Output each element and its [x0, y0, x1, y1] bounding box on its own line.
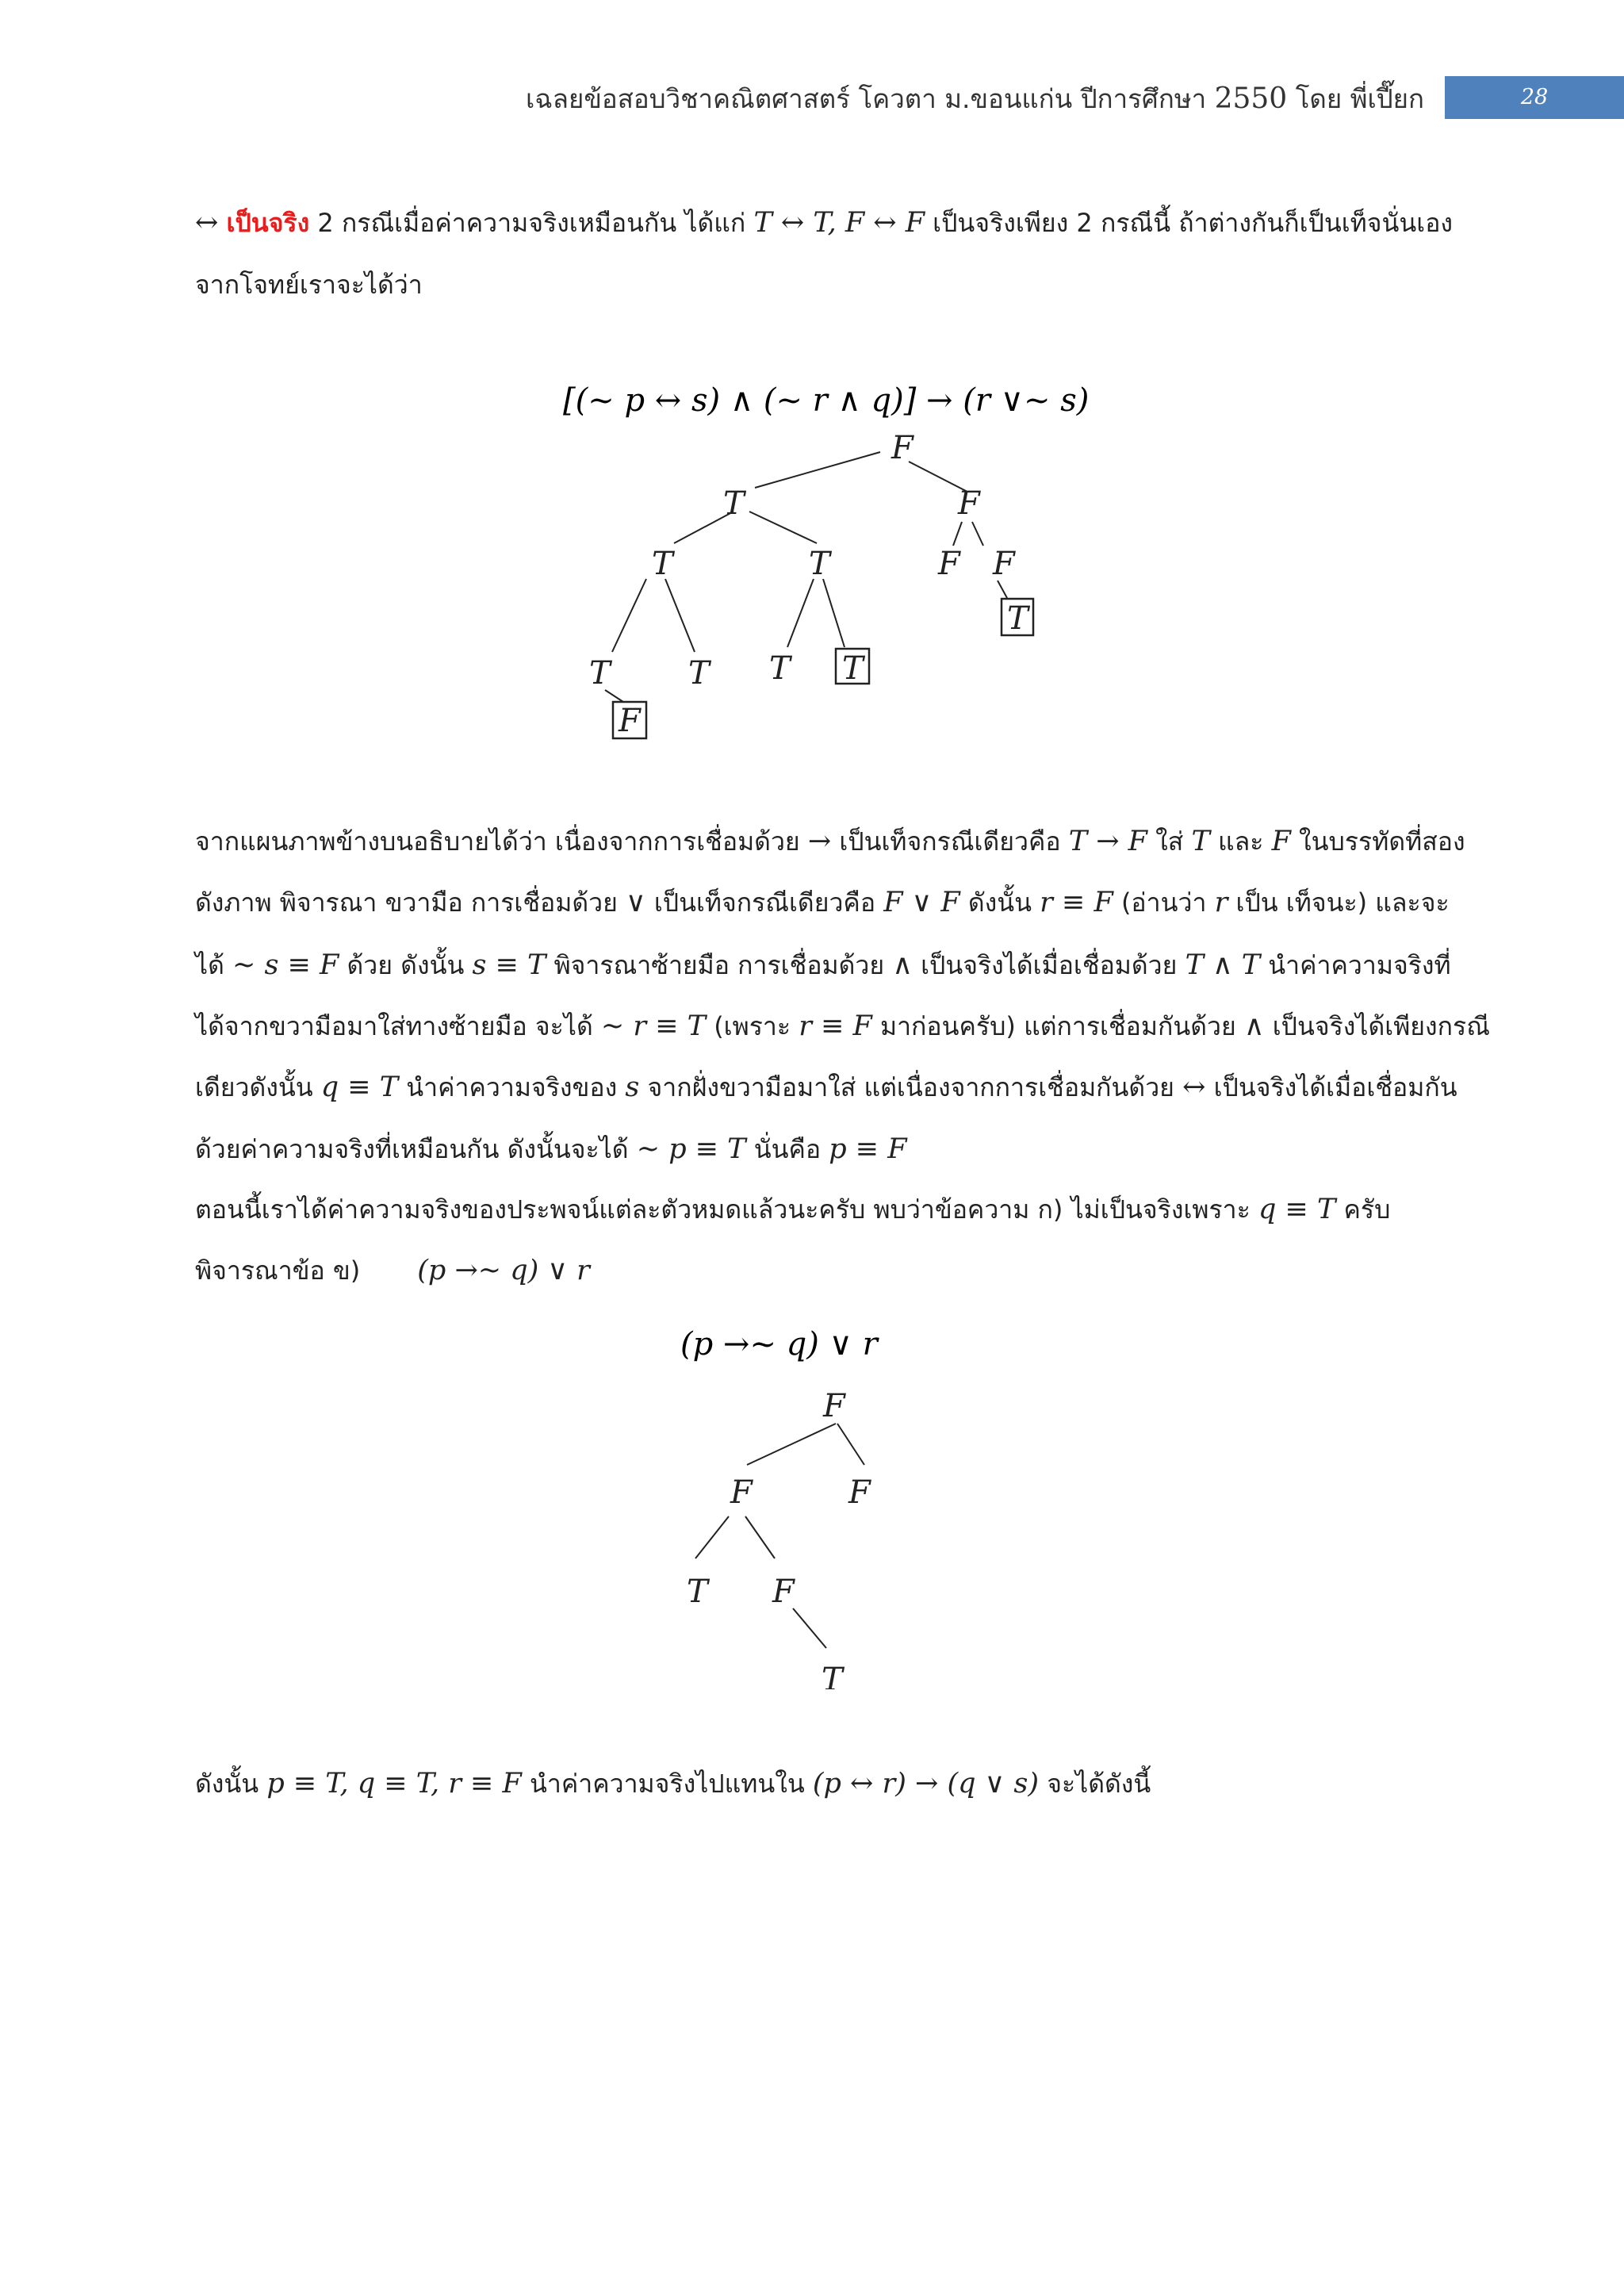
exp-l5-m1: q ≡ T — [320, 1071, 399, 1103]
tree2-node-l2-left: T — [687, 1573, 708, 1610]
exp-l5-c: จากฝั่งขวามือมาใส่ แต่เนื่องจากการเชื่อมกันด้วย — [639, 1072, 1183, 1102]
exp-l2-b: เป็นเท็จกรณีเดียวคือ — [645, 887, 884, 918]
conclusion-m2: (p ↔ r) → (q ∨ s) — [812, 1768, 1040, 1800]
intro-math-1: T ↔ T, F ↔ F — [753, 207, 925, 239]
exp-l2-d: (อ่านว่า — [1113, 887, 1215, 918]
intro-true-word: เป็นจริง — [226, 208, 310, 238]
explanation-line-1 — [195, 822, 1465, 862]
exp-l5-a: เดียวดังนั้น — [195, 1072, 321, 1102]
intro-line-2: จากโจทย์เราจะได้ว่า — [195, 270, 423, 300]
exp-l4-b: (เพราะ — [706, 1011, 799, 1041]
exp-l8-m1: (p →~ q) ∨ r — [417, 1255, 590, 1286]
exp-l2-m2: F ∨ F — [883, 887, 960, 918]
exp-l3-a: ได้ — [195, 950, 233, 980]
exp-l1-b: เป็นเท็จกรณีเดียวคือ — [831, 826, 1069, 857]
exp-l3-b: ด้วย ดังนั้น — [339, 950, 473, 980]
tree1-node-l3-a: T — [589, 655, 611, 692]
tree1-node-root: F — [891, 430, 914, 466]
exp-l1-m3: T — [1191, 826, 1210, 857]
exp-l3-d: เป็นจริงได้เมื่อเชื่อมด้วย — [912, 950, 1185, 980]
tree2-formula: (p →~ q) ∨ r — [680, 1326, 878, 1363]
tree1-node-l2-a: T — [652, 546, 673, 582]
exp-l3-c: พิจารณาซ้ายมือ การเชื่อมด้วย — [546, 950, 893, 980]
tree2-node-root: F — [823, 1388, 845, 1424]
exp-l5-m2: s — [625, 1071, 640, 1103]
explanation-line-5 — [195, 1068, 1457, 1108]
exp-l6-a: ด้วยค่าความจริงที่เหมือนกัน ดังนั้นจะได้ — [195, 1134, 637, 1164]
exp-l6-b: นั่นคือ — [745, 1134, 829, 1164]
exp-l2-a: ดังภาพ พิจารณา ขวามือ การเชื่อมด้วย — [195, 887, 626, 918]
exp-l4-d: เป็นจริงได้เพียงกรณี — [1264, 1011, 1490, 1041]
exp-l2-e: เป็น เท็จนะ) และจะ — [1228, 887, 1450, 918]
tree1-formula: [(~ p ↔ s) ∧ (~ r ∧ q)] → (r ∨~ s) — [563, 382, 1090, 419]
exp-l3-m3: ∧ — [892, 949, 913, 981]
conclusion-b: นำค่าความจริงไปแทนใน — [521, 1769, 813, 1799]
conclusion-m1: p ≡ T, q ≡ T, r ≡ F — [266, 1768, 522, 1800]
explanation-line-3 — [195, 945, 1451, 986]
page-number: 28 — [1520, 85, 1549, 109]
exp-l6-m1: ~ p ≡ T — [636, 1133, 746, 1165]
explanation-line-8 — [195, 1251, 590, 1291]
tree1-node-l1-left: T — [723, 485, 745, 522]
tree2-node-l1-right: F — [848, 1474, 871, 1511]
exp-l4-m2: r ≡ F — [799, 1010, 872, 1042]
exp-l6-m2: p ≡ F — [829, 1133, 907, 1165]
exp-l3-e: นำค่าความจริงที่ — [1260, 950, 1451, 980]
tree1-node-l3-c: T — [769, 650, 791, 687]
tree1-node-l3-boxed-mid: T — [842, 650, 864, 687]
explanation-line-6 — [195, 1129, 907, 1170]
tree2-node-l2-right: F — [772, 1573, 795, 1610]
exp-l7-b: ครับ — [1335, 1194, 1391, 1225]
tree1-node-l2-b: T — [809, 546, 830, 582]
explanation-line-2 — [195, 883, 1450, 923]
exp-l1-e: ในบรรทัดที่สอง — [1290, 826, 1465, 857]
conclusion-a: ดังนั้น — [195, 1769, 267, 1799]
intro-line-1 — [195, 203, 1453, 243]
truth-tree-1 — [539, 373, 1110, 801]
header-title — [526, 78, 1424, 120]
exp-l7-a: ตอนนี้เราได้ค่าความจริงของประพจน์แต่ละตัวหมดแล้วนะครับ พบว่าข้อความ ก) ไม่เป็นจริงเพราะ — [195, 1194, 1258, 1225]
exp-l2-m4: r — [1214, 887, 1228, 918]
exp-l8-a: พิจารณาข้อ ข) — [195, 1255, 361, 1286]
tree1-node-l1-right: F — [958, 485, 980, 522]
exp-l1-m2: T → F — [1068, 826, 1147, 857]
exp-l3-m4: T ∧ T — [1185, 949, 1261, 981]
tree1-node-l3-b: T — [688, 655, 710, 692]
exp-l5-b: นำค่าความจริงของ — [398, 1072, 626, 1102]
exp-l4-m1: ~ r ≡ T — [600, 1010, 707, 1042]
exp-l4-c: มาก่อนครับ) แต่การเชื่อมกันด้วย — [871, 1011, 1244, 1041]
header-title-text: เฉลยข้อสอบวิชาคณิตศาสตร์ โควตา ม.ขอนแก่น ปีการศึกษา — [526, 83, 1215, 114]
exp-l1-a: จากแผนภาพข้างบนอธิบายได้ว่า เนื่องจากการเชื่อมด้วย — [195, 826, 808, 857]
tree1-node-l2-c: F — [938, 546, 960, 582]
header-year: 2550 — [1214, 82, 1288, 115]
truth-tree-2 — [666, 1309, 983, 1689]
intro-text-1: 2 กรณีเมื่อค่าความจริงเหมือนกัน ได้แก่ — [309, 208, 754, 238]
intro-arrow: ↔ — [195, 207, 219, 239]
exp-l1-m1: → — [807, 826, 832, 857]
exp-l4-m3: ∧ — [1243, 1010, 1265, 1042]
explanation-line-4 — [195, 1006, 1490, 1047]
exp-l1-c: ใส่ — [1147, 826, 1192, 857]
exp-l5-m3: ↔ — [1182, 1071, 1206, 1103]
exp-l1-m4: F — [1271, 826, 1291, 857]
conclusion-line — [195, 1764, 1151, 1804]
tree2-node-l3: T — [822, 1662, 843, 1689]
exp-l2-c: ดังนั้น — [959, 887, 1040, 918]
explanation-line-7 — [195, 1190, 1390, 1230]
exp-l3-m2: s ≡ T — [472, 949, 546, 981]
intro-text-2: เป็นจริงเพียง 2 กรณีนี้ ถ้าต่างกันก็เป็นเท็จนั่นเอง — [924, 208, 1454, 238]
exp-l3-m1: ~ s ≡ F — [232, 949, 339, 981]
conclusion-c: จะได้ดังนี้ — [1039, 1769, 1151, 1799]
header-author: โดย พี่เปี๊ยก — [1287, 83, 1424, 114]
tree2-node-l1-left: F — [730, 1474, 753, 1511]
exp-l2-m3: r ≡ F — [1040, 887, 1113, 918]
exp-l5-d: เป็นจริงได้เมื่อเชื่อมกัน — [1205, 1072, 1457, 1102]
exp-l1-d: และ — [1209, 826, 1272, 857]
tree1-node-l4-boxed: F — [619, 703, 641, 739]
exp-l4-a: ได้จากขวามือมาใส่ทางซ้ายมือ จะได้ — [195, 1011, 601, 1041]
exp-l2-m1: ∨ — [626, 887, 646, 918]
tree1-node-l3-boxed-right: T — [1007, 600, 1028, 637]
exp-l7-m1: q ≡ T — [1258, 1194, 1336, 1225]
tree1-node-l2-d: F — [993, 546, 1015, 582]
